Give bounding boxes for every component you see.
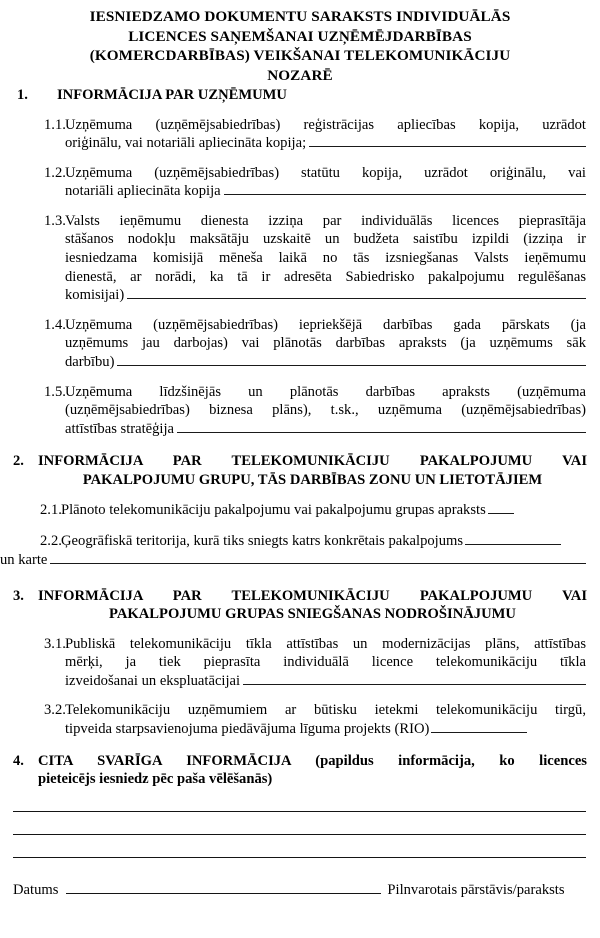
- signature-row: [0, 880, 600, 899]
- item-number-2-2: 2.2.: [40, 533, 62, 549]
- list-item: [0, 316, 600, 372]
- item-1-3-line-2: stāšanos nodokļu maksātāju uzskaitē un budžeta saistību izpildi (izziņa ir: [65, 231, 586, 248]
- item-number-3-1: 3.1.: [44, 635, 66, 652]
- blank-line-1[interactable]: [13, 811, 586, 812]
- item-1-4-line-1: Uzņēmuma (uzņēmējsabiedrības) iepriekšējā darbības gada pārskats (ja: [65, 316, 586, 333]
- item-1-3-line-3: iesniedzama komisijā mēneša laikā no tās izsniegšanas Valsts ieņēmumu: [65, 250, 586, 267]
- item-3-1-line-1: Publiskā telekomunikāciju tīkla attīstības un modernizācijas plāns, attīstības: [65, 635, 586, 652]
- item-2-2-line-1: [61, 532, 586, 551]
- title-line-1: IESNIEDZAMO DOKUMENTU SARAKSTS INDIVIDUĀLĀS: [89, 8, 511, 25]
- list-item: [0, 501, 600, 520]
- fill-rule: [177, 420, 586, 433]
- item-2-2-continuation: [0, 551, 586, 570]
- list-item: [0, 116, 600, 153]
- fill-rule: [243, 672, 586, 685]
- section-4-heading-line-1: CITA SVARĪGA INFORMĀCIJA (papildus informācija, ko licences: [38, 752, 587, 769]
- item-body-3-2: [65, 701, 586, 738]
- signature-label: Pilnvarotais pārstāvis/paraksts: [387, 881, 565, 898]
- item-body-1-4: [65, 316, 586, 372]
- item-3-2-line-2: [65, 720, 586, 739]
- item-1-5-line-1: Uzņēmuma līdzšinējās un plānotās darbības apraksts (uzņēmuma: [65, 383, 586, 400]
- item-3-2-line-2-text: tipveida starpsavienojuma piedāvājuma līguma projekts (RIO): [65, 720, 430, 737]
- fill-rule: [431, 720, 527, 733]
- item-1-2-line-2-text: notariāli apliecināta kopija: [65, 183, 221, 200]
- item-2-2-text: Ģeogrāfiskā teritorija, kurā tiks sniegts katrs konkrētais pakalpojums: [61, 533, 464, 549]
- blank-answer-lines: [0, 811, 600, 858]
- section-heading-4: [0, 752, 600, 789]
- section-2-heading-line-2: PAKALPOJUMU GRUPU, TĀS DARBĪBAS ZONU UN LIETOTĀJIEM: [82, 471, 543, 488]
- item-1-4-line-3-text: darbību): [65, 354, 115, 371]
- item-2-1-text: Plānoto telekomunikāciju pakalpojumu vai pakalpojumu grupas apraksts: [61, 502, 486, 519]
- item-body-1-1: [65, 116, 586, 153]
- blank-line-3[interactable]: [13, 857, 586, 858]
- list-item: [0, 212, 600, 305]
- section-title-3: [38, 587, 587, 624]
- date-input-line[interactable]: [66, 880, 381, 894]
- section-title-4: [38, 752, 587, 789]
- item-3-1-line-3: [65, 672, 586, 691]
- item-1-5-line-3-text: attīstības stratēģija: [65, 420, 175, 437]
- title-line-3: (KOMERCDARBĪBAS) VEIKŠANAI TELEKOMUNIKĀCIJU: [89, 47, 511, 64]
- section-3-heading-line-2: PAKALPOJUMU GRUPAS SNIEGŠANAS NODROŠINĀJUMU: [109, 606, 516, 623]
- section-4-heading-line-2: pieteicējs iesniedz pēc paša vēlēšanās): [38, 771, 273, 788]
- item-1-5-line-3: [65, 420, 586, 439]
- section-1-heading-line-1: INFORMĀCIJA PAR UZŅĒMUMU: [57, 87, 287, 103]
- item-number-1-4: 1.4.: [44, 316, 66, 333]
- section-number-4: 4.: [13, 752, 24, 769]
- title-line-4: NOZARĒ: [267, 66, 333, 84]
- item-body-3-1: [65, 635, 586, 691]
- item-2-2-continuation-text: un karte: [0, 551, 48, 568]
- section-2-heading-line-1: INFORMĀCIJA PAR TELEKOMUNIKĀCIJU PAKALPOJUMU VAI: [38, 453, 587, 470]
- section-number-3: 3.: [13, 587, 24, 604]
- item-1-3-line-5: [65, 286, 586, 305]
- date-label: Datums: [13, 881, 59, 898]
- item-1-5-line-2: (uzņēmējsabiedrības) biznesa plāns), t.sk., uzņēmuma (uzņēmējsabiedrības): [65, 402, 586, 419]
- item-number-1-3: 1.3.: [44, 212, 66, 229]
- list-item: [0, 164, 600, 201]
- list-item: [0, 701, 600, 738]
- section-number-1: 1.: [17, 87, 28, 103]
- item-number-2-1: 2.1.: [40, 502, 62, 519]
- fill-rule: [50, 551, 586, 564]
- list-item: [0, 383, 600, 439]
- section-3-heading-line-1: INFORMĀCIJA PAR TELEKOMUNIKĀCIJU PAKALPOJUMU VAI: [38, 587, 587, 604]
- fill-rule: [309, 134, 586, 147]
- item-3-1-line-2: mērķi, ja tiek pieprasīta individuālā licence telekomunikāciju tīkla: [65, 654, 586, 671]
- item-1-3-line-5-text: komisijai): [65, 287, 125, 304]
- item-1-3-line-4: dienestā, ar norādi, ka tā ir adresēta Sabiedrisko pakalpojumu regulēšanas: [65, 268, 586, 285]
- section-heading-3: [0, 587, 600, 624]
- list-item: [0, 635, 600, 691]
- item-1-2-line-2: [65, 182, 586, 201]
- item-1-4-line-3: [65, 353, 586, 372]
- fill-rule: [465, 532, 561, 545]
- item-number-1-2: 1.2.: [44, 164, 66, 181]
- item-1-1-line-1: Uzņēmuma (uzņēmējsabiedrības) reģistrācijas apliecības kopija, uzrādot: [65, 116, 586, 133]
- section-heading-1: [0, 86, 600, 105]
- fill-rule: [127, 286, 586, 299]
- item-body-1-5: [65, 383, 586, 439]
- item-1-2-line-1: Uzņēmuma (uzņēmējsabiedrības) statūtu kopija, uzrādot oriģinālu, vai: [65, 164, 586, 181]
- fill-rule: [488, 501, 514, 514]
- item-body-2-1: [61, 501, 586, 520]
- section-number-2: 2.: [13, 453, 24, 470]
- page-title: [0, 0, 600, 85]
- section-heading-2: [0, 452, 600, 489]
- item-body-1-2: [65, 164, 586, 201]
- fill-rule: [117, 353, 586, 366]
- section-title-2: [38, 452, 587, 489]
- blank-line-2[interactable]: [13, 834, 586, 835]
- fill-rule: [224, 182, 586, 195]
- item-1-1-line-2-text: oriģinālu, vai notariāli apliecināta kopija;: [65, 135, 307, 152]
- list-item: [0, 532, 600, 568]
- section-title-1: [57, 86, 600, 105]
- item-number-1-1: 1.1.: [44, 116, 66, 133]
- item-2-1-line-1: [61, 501, 586, 520]
- item-3-1-line-3-text: izveidošanai un ekspluatācijai: [65, 672, 241, 689]
- item-1-3-line-1: Valsts ieņēmumu dienesta izziņa par individuālās licences pieprasītāja: [65, 212, 586, 229]
- item-number-3-2: 3.2.: [44, 702, 66, 719]
- item-3-2-line-1: Telekomunikāciju uzņēmumiem ar būtisku ietekmi telekomunikāciju tirgū,: [65, 702, 586, 719]
- item-body-1-3: [65, 212, 586, 305]
- item-number-1-5: 1.5.: [44, 383, 66, 400]
- item-1-1-line-2: [65, 134, 586, 153]
- item-1-4-line-2: uzņēmums jau darbojas) vai plānotās darbības apraksts (ja uzņēmums sāk: [65, 335, 586, 352]
- title-line-2: LICENCES SAŅEMŠANAI UZŅĒMĒJDARBĪBAS: [128, 27, 472, 45]
